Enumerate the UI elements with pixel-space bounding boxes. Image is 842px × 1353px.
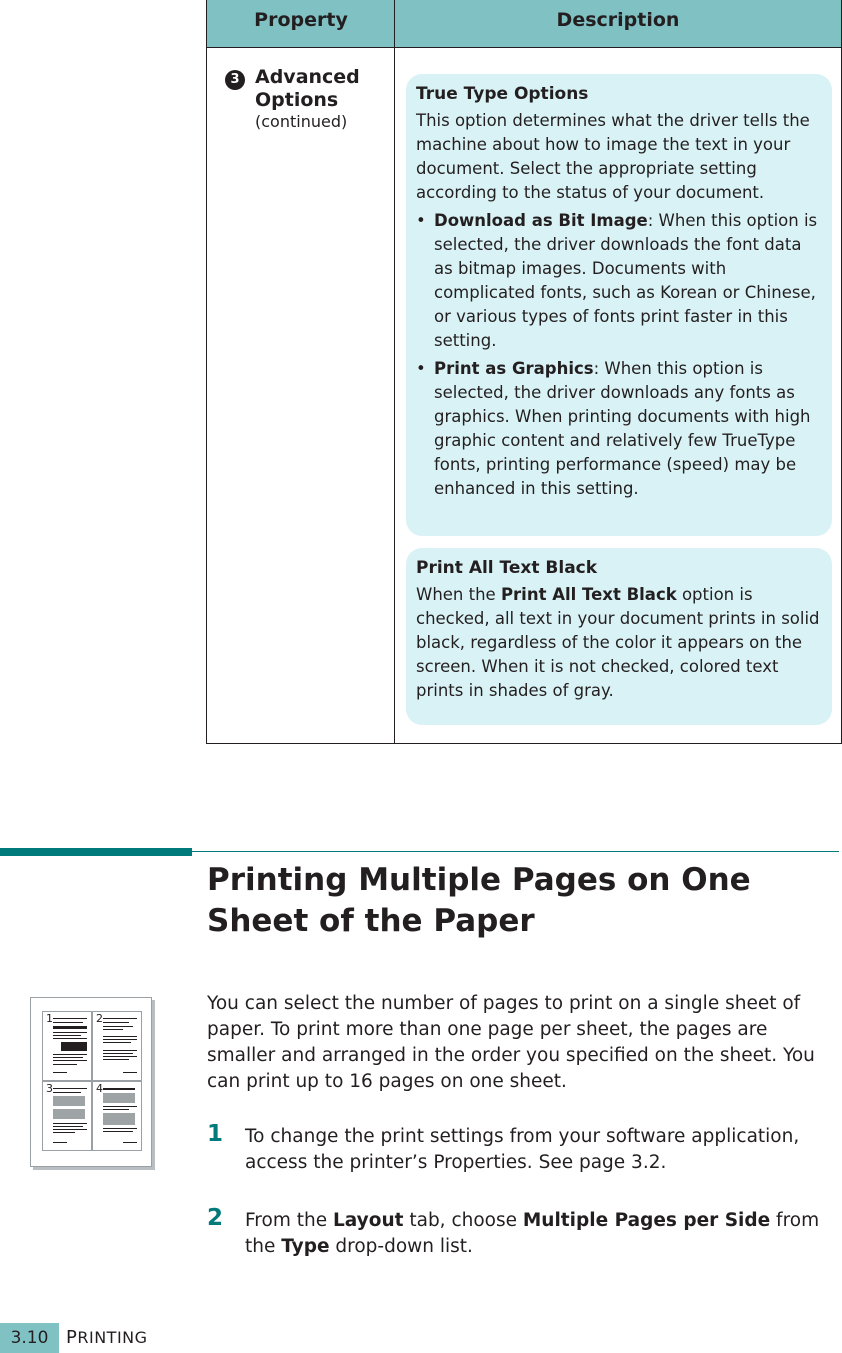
mini-page-number: 3 (46, 1082, 53, 1095)
section-heading: Printing Multiple Pages on One Sheet of the Paper (207, 862, 751, 939)
mini-page-4 (92, 1081, 142, 1151)
step-1 (207, 1121, 837, 1176)
section-rule-thick (0, 848, 192, 856)
bullet-dot: • (416, 211, 426, 230)
property-cell (225, 66, 390, 132)
step-2-number: 2 (207, 1205, 224, 1231)
column-divider (394, 0, 395, 743)
step-2-text: From the Layout tab, choose Multiple Pages per Side from the Type drop-down list. (245, 1210, 820, 1257)
property-title-line1: Advanced (255, 66, 360, 88)
property-title (255, 66, 390, 112)
property-number-badge: 3 (225, 70, 245, 90)
truetype-title: True Type Options (416, 84, 589, 104)
black-text-title: Print All Text Black (416, 558, 598, 578)
bullet-bit-image-text: : When this option is selected, the driver downloads the font data as bitmap images. Documents with complicated fonts, such as Korean or Chinese, or various types of fonts print faster in this setting. (434, 211, 818, 350)
property-table (206, 0, 842, 744)
mini-page-number: 4 (96, 1082, 103, 1095)
mini-page-3 (42, 1081, 92, 1151)
section-rule-thin (192, 851, 839, 852)
bullet-dot: • (416, 359, 426, 378)
step-2-layout-tab: Layout (332, 1210, 404, 1231)
mini-page-number: 1 (46, 1012, 53, 1025)
step-1-number: 1 (207, 1121, 224, 1147)
table-header (207, 0, 841, 48)
black-text-bold: Print All Text Black (500, 585, 677, 604)
header-property: Property (254, 9, 348, 31)
step-2-multiple-pages: Multiple Pages per Side (522, 1210, 771, 1231)
black-text-after: option is checked, all text in your document prints in solid black, regardless of the color it appears on the screen. When it is not checked, colored text prints in shades of gray. (416, 585, 820, 700)
four-up-illustration (30, 997, 152, 1167)
step-2 (207, 1205, 837, 1260)
black-text-before: When the (416, 585, 501, 604)
bullet-graphics-label: Print as Graphics (434, 359, 594, 378)
bullet-bit-image (416, 209, 820, 353)
black-text-body (416, 583, 820, 703)
step-1-text: To change the print settings from your software application, access the printer’s Properties. See page 3.2. (245, 1126, 800, 1173)
section-intro: You can select the number of pages to print on a single sheet of paper. To print more than one page per sheet, the pages are smaller and arranged in the order you specified on the sheet. You can print up to 16 pages on one sheet. (207, 993, 815, 1092)
chapter-name: PRINTING (66, 1327, 148, 1348)
print-text-black-box (406, 548, 832, 725)
mini-page-1 (42, 1011, 92, 1081)
property-title-line2: Options (255, 89, 339, 111)
property-subtitle: (continued) (255, 112, 348, 131)
header-description: Description (556, 9, 680, 31)
bullet-bit-image-label: Download as Bit Image (434, 211, 648, 230)
truetype-intro: This option determines what the driver tells the machine about how to image the text in your document. Select the appropriate setting according to the status of your document. (416, 111, 810, 202)
mini-page-number: 2 (96, 1012, 103, 1025)
mini-page-2 (92, 1011, 142, 1081)
bullet-graphics (416, 357, 820, 501)
bullet-graphics-text: : When this option is selected, the driver downloads any fonts as graphics. When printing documents with high graphic content and relatively few TrueType fonts, printing performance (speed) may be enhanced in this setting. (434, 359, 811, 498)
page-number: 3.10 (0, 1323, 59, 1353)
step-2-type-list: Type (281, 1236, 330, 1257)
truetype-options-box (406, 74, 832, 536)
